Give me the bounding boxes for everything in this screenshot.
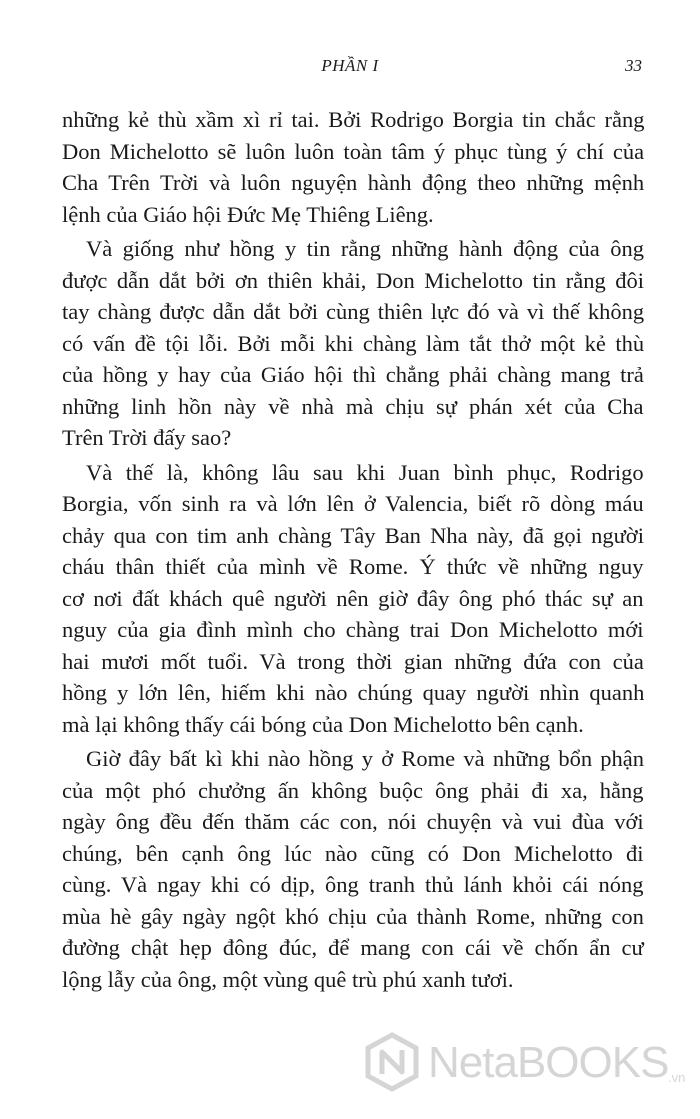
text-line: những kẻ thù xầm xì rỉ tai. Bởi Rodrigo Borgia tin chắc rằng (62, 107, 645, 132)
running-title: PHẦN I (321, 56, 379, 75)
running-head (0, 56, 700, 80)
paragraph (62, 743, 644, 995)
text-line: có vấn đề tội lỗi. Bởi mỗi khi chàng làm tắt thở một kẻ thù (62, 330, 645, 356)
text-line: cùng. Và ngay khi có dịp, ông tranh thủ lánh khỏi cái nóng (62, 872, 644, 897)
text-line: đường chật hẹp đông đúc, để mang con cái về chốn ẩn cư (62, 935, 644, 960)
text-line: mùa hè gây ngày ngột khó chịu của thành Rome, những con (62, 903, 644, 929)
text-line: mà lại không thấy cái bóng của Don Michelotto bên cạnh. (62, 711, 584, 737)
text-line: lộng lẫy của ông, một vùng quê trù phú xanh tươi. (62, 966, 514, 992)
watermark-text: NetaBOOKS (428, 1038, 669, 1087)
watermark (362, 1026, 692, 1096)
text-line: lệnh của Giáo hội Đức Mẹ Thiêng Liêng. (62, 201, 434, 227)
text-line: Cha Trên Trời và luôn nguyện hành động theo những mệnh (62, 170, 645, 195)
watermark-suffix: .vn (668, 1070, 686, 1085)
text-line: của hồng y hay của Giáo hội thì chẳng phải chàng mang trả (62, 362, 644, 387)
text-line: Và giống như hồng y tin rằng những hành động của ông (86, 236, 644, 261)
paragraph (62, 457, 644, 741)
paragraph (62, 104, 644, 230)
text-line: của một phó chưởng ấn không buộc ông phải đi xa, hằng (62, 777, 644, 803)
text-line: ngày ông đều đến thăm các con, nói chuyện và vui đùa với (62, 809, 644, 834)
text-line: Don Michelotto sẽ luôn luôn toàn tâm ý phục tùng ý chí của (62, 138, 645, 164)
neta-logo-icon (362, 1032, 422, 1092)
text-line: chảy qua con tim anh chàng Tây Ban Nha này, đã gọi người (62, 522, 644, 548)
text-line: những linh hồn này về nhà mà chịu sự phán xét của Cha (62, 393, 644, 419)
text-line: được dẫn dắt bởi ơn thiên khải, Don Michelotto tin rằng đôi (62, 267, 645, 293)
text-line: Borgia, vốn sinh ra và lớn lên ở Valencia, biết rõ dòng máu (62, 491, 644, 516)
text-line: Trên Trời đấy sao? (62, 425, 232, 450)
text-line: tay chàng được dẫn dắt bởi cùng thiên lực đó và vì thế không (62, 299, 645, 324)
text-line: chúng, bên cạnh ông lúc nào cũng có Don Michelotto đi (62, 840, 644, 866)
body-text (62, 104, 644, 998)
text-line: cháu thân thiết của mình về Rome. Ý thức về những nguy (62, 554, 644, 579)
text-line: cơ nơi đất khách quê người nên giờ đây ông phó thác sự an (62, 585, 644, 611)
text-line: hai mươi mốt tuổi. Và trong thời gian những đứa con của (62, 648, 644, 674)
text-line: Giờ đây bất kì khi nào hồng y ở Rome và những bổn phận (86, 746, 645, 771)
page-number: 33 (625, 56, 642, 75)
paragraph (62, 233, 644, 454)
text-line: Và thế là, không lâu sau khi Juan bình phục, Rodrigo (86, 459, 644, 485)
text-line: hồng y lớn lên, hiếm khi nào chúng quay người nhìn quanh (62, 680, 645, 705)
text-line: nguy của gia đình mình cho chàng trai Don Michelotto mới (62, 617, 644, 642)
